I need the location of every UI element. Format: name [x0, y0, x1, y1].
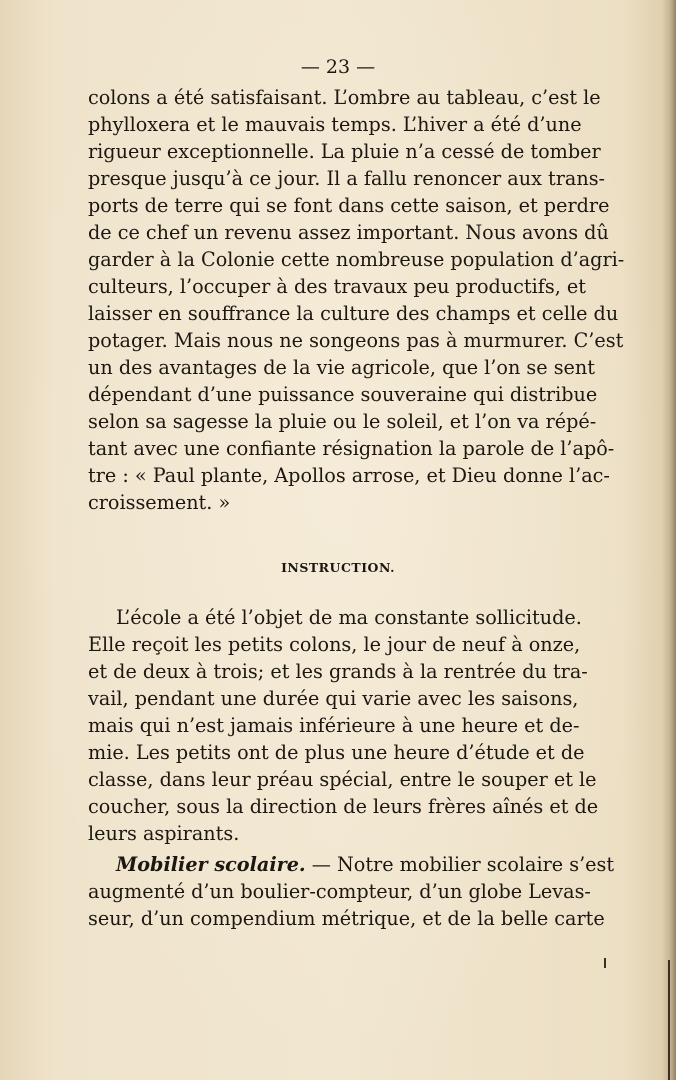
text-line: potager. Mais nous ne songeons pas à murmurer. C’est: [88, 329, 624, 352]
text-run: — Notre mobilier scolaire s’est: [305, 853, 615, 876]
text-line: et de deux à trois; et les grands à la rentrée du tra-: [88, 660, 588, 683]
text-line: de ce chef un revenu assez important. Nous avons dû: [88, 221, 609, 244]
text-line: coucher, sous la direction de leurs frères aînés et de: [88, 795, 599, 818]
text-line: tre : « Paul plante, Apollos arrose, et Dieu donne l’ac-: [88, 464, 610, 487]
text-line: augmenté d’un boulier-compteur, d’un globe Levas-: [88, 880, 591, 903]
text-line: L’école a été l’objet de ma constante sollicitude.: [116, 606, 582, 629]
paragraph-2: [88, 604, 599, 847]
text-line: un des avantages de la vie agricole, que l’on se sent: [88, 356, 595, 379]
page-number: — 23 —: [300, 56, 376, 78]
text-line: selon sa sagesse la pluie ou le soleil, et l’on va répé-: [88, 410, 597, 433]
text-line: laisser en souffrance la culture des champs et celle du: [88, 302, 619, 325]
text-line: tant avec une confiante résignation la parole de l’apô-: [88, 437, 615, 460]
text-line: croissement. »: [88, 491, 231, 514]
text-line: [88, 851, 615, 878]
text-line: vail, pendant une durée qui varie avec les saisons,: [88, 687, 579, 710]
text-line: ports de terre qui se font dans cette saison, et perdre: [88, 194, 610, 217]
paragraph-3: [88, 851, 615, 932]
text-line: garder à la Colonie cette nombreuse population d’agri-: [88, 248, 625, 271]
text-line: culteurs, l’occuper à des travaux peu productifs, et: [88, 275, 586, 298]
text-line: rigueur exceptionnelle. La pluie n’a cessé de tomber: [88, 140, 601, 163]
text-line: mie. Les petits ont de plus une heure d’étude et de: [88, 741, 585, 764]
paragraph-1: [88, 84, 625, 516]
section-heading: INSTRUCTION.: [281, 560, 395, 575]
text-line: presque jusqu’à ce jour. Il a fallu renoncer aux trans-: [88, 167, 606, 190]
text-line: phylloxera et le mauvais temps. L’hiver a été d’une: [88, 113, 582, 136]
ink-speck: [604, 958, 606, 968]
text-line: colons a été satisfaisant. L’ombre au tableau, c’est le: [88, 86, 601, 109]
page-gutter-shadow: [662, 0, 676, 1080]
text-line: seur, d’un compendium métrique, et de la belle carte: [88, 907, 605, 930]
binding-edge-line: [668, 960, 670, 1080]
run-in-heading: Mobilier scolaire.: [116, 853, 306, 876]
text-line: dépendant d’une puissance souveraine qui distribue: [88, 383, 598, 406]
text-line: leurs aspirants.: [88, 822, 240, 845]
text-line: mais qui n’est jamais inférieure à une heure et de-: [88, 714, 580, 737]
text-line: Elle reçoit les petits colons, le jour de neuf à onze,: [88, 633, 581, 656]
text-line: classe, dans leur préau spécial, entre le souper et le: [88, 768, 597, 791]
